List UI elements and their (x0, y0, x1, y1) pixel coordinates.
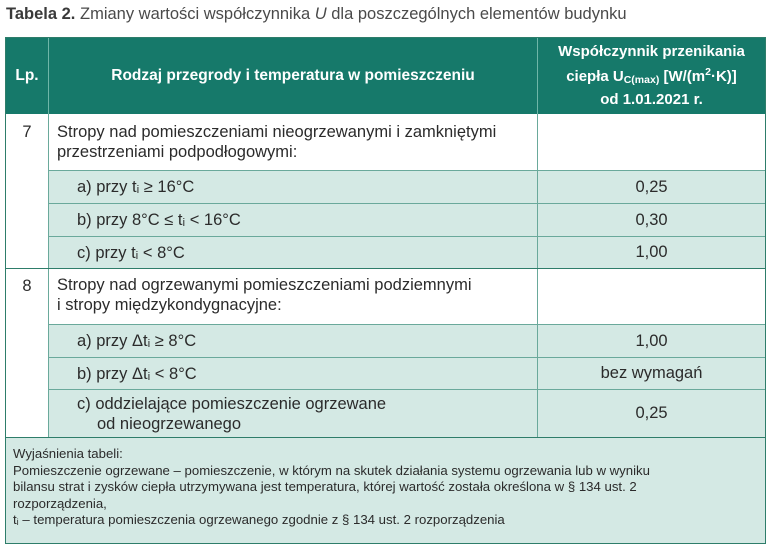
header-lp: Lp. (15, 67, 39, 84)
row-value: 0,30 (538, 204, 765, 236)
header-coefficient (538, 38, 765, 114)
table-caption (6, 5, 627, 24)
row-label: c) przy tᵢ < 8°C (49, 237, 537, 268)
notes-line: bilansu strat i zysków ciepła utrzymywana jest temperatura, której wartość została określona w § 134 ust. 2 (13, 479, 637, 494)
notes-heading: Wyjaśnienia tabeli: (13, 446, 123, 461)
caption-text-after: dla poszczególnych elementów budynku (326, 5, 627, 23)
header-coef-unit: [W/(m (659, 68, 706, 85)
group-divider (6, 268, 765, 269)
row-divider (49, 236, 765, 237)
row-divider (49, 389, 765, 390)
row-label-line2: od nieogrzewanego (97, 414, 242, 433)
row-title-line2: przestrzeniami podpodłogowymi: (57, 143, 298, 161)
caption-symbol: U (314, 5, 327, 23)
header-type: Rodzaj przegrody i temperatura w pomieszczeniu (111, 67, 475, 84)
row-title (49, 275, 537, 323)
notes-line: rozporządzenia, (13, 495, 107, 511)
row-title (49, 122, 537, 170)
row-lp: 8 (22, 277, 32, 295)
row-label: a) przy Δtᵢ ≥ 8°C (49, 325, 537, 357)
row-title-line1: Stropy nad pomieszczeniami nieogrzewanymi i zamkniętymi (57, 123, 497, 141)
row-value: 1,00 (538, 237, 765, 268)
row-label: b) przy 8°C ≤ tᵢ < 16°C (49, 204, 537, 236)
table-notes (6, 438, 765, 543)
notes-line: Pomieszczenie ogrzewane – pomieszczenie, w którym na skutek działania systemu ogrzewania lub w wyniku (13, 462, 650, 478)
header-coef-line2 (558, 62, 745, 90)
row-divider (49, 357, 765, 358)
row-label-line1: c) oddzielające pomieszczenie ogrzewane (77, 394, 387, 413)
row-label (49, 390, 537, 437)
caption-text-before: Zmiany wartości współczynnika (75, 5, 315, 23)
notes-line: tᵢ – temperatura pomieszczenia ogrzewanego zgodnie z § 134 ust. 2 rozporządzenia (13, 512, 505, 527)
header-coef-superscript: 2 (705, 66, 711, 78)
row-divider (49, 203, 765, 204)
row-value: bez wymagań (538, 358, 765, 389)
header-coef-text: ciepła U (566, 68, 624, 85)
row-value: 1,00 (538, 325, 765, 357)
header-coef-subscript: C(max) (623, 74, 660, 86)
row-title-line2: i stropy międzykondygnacyjne: (57, 296, 282, 314)
header-coef-line3: od 1.01.2021 r. (600, 91, 703, 108)
row-value: 0,25 (538, 171, 765, 203)
row-divider (49, 324, 765, 325)
header-coef-unit-end: ·K)] (710, 68, 737, 85)
caption-number: Tabela 2. (6, 5, 76, 23)
row-title-line1: Stropy nad ogrzewanymi pomieszczeniami podziemnymi (57, 276, 472, 294)
row-label: a) przy tᵢ ≥ 16°C (49, 171, 537, 203)
header-coef-line1: Współczynnik przenikania (558, 43, 745, 60)
coefficient-table (5, 37, 766, 544)
row-divider (49, 170, 765, 171)
row-value: 0,25 (538, 390, 765, 437)
row-lp: 7 (22, 123, 32, 141)
table-header (6, 38, 765, 114)
row-label: b) przy Δtᵢ < 8°C (49, 358, 537, 389)
